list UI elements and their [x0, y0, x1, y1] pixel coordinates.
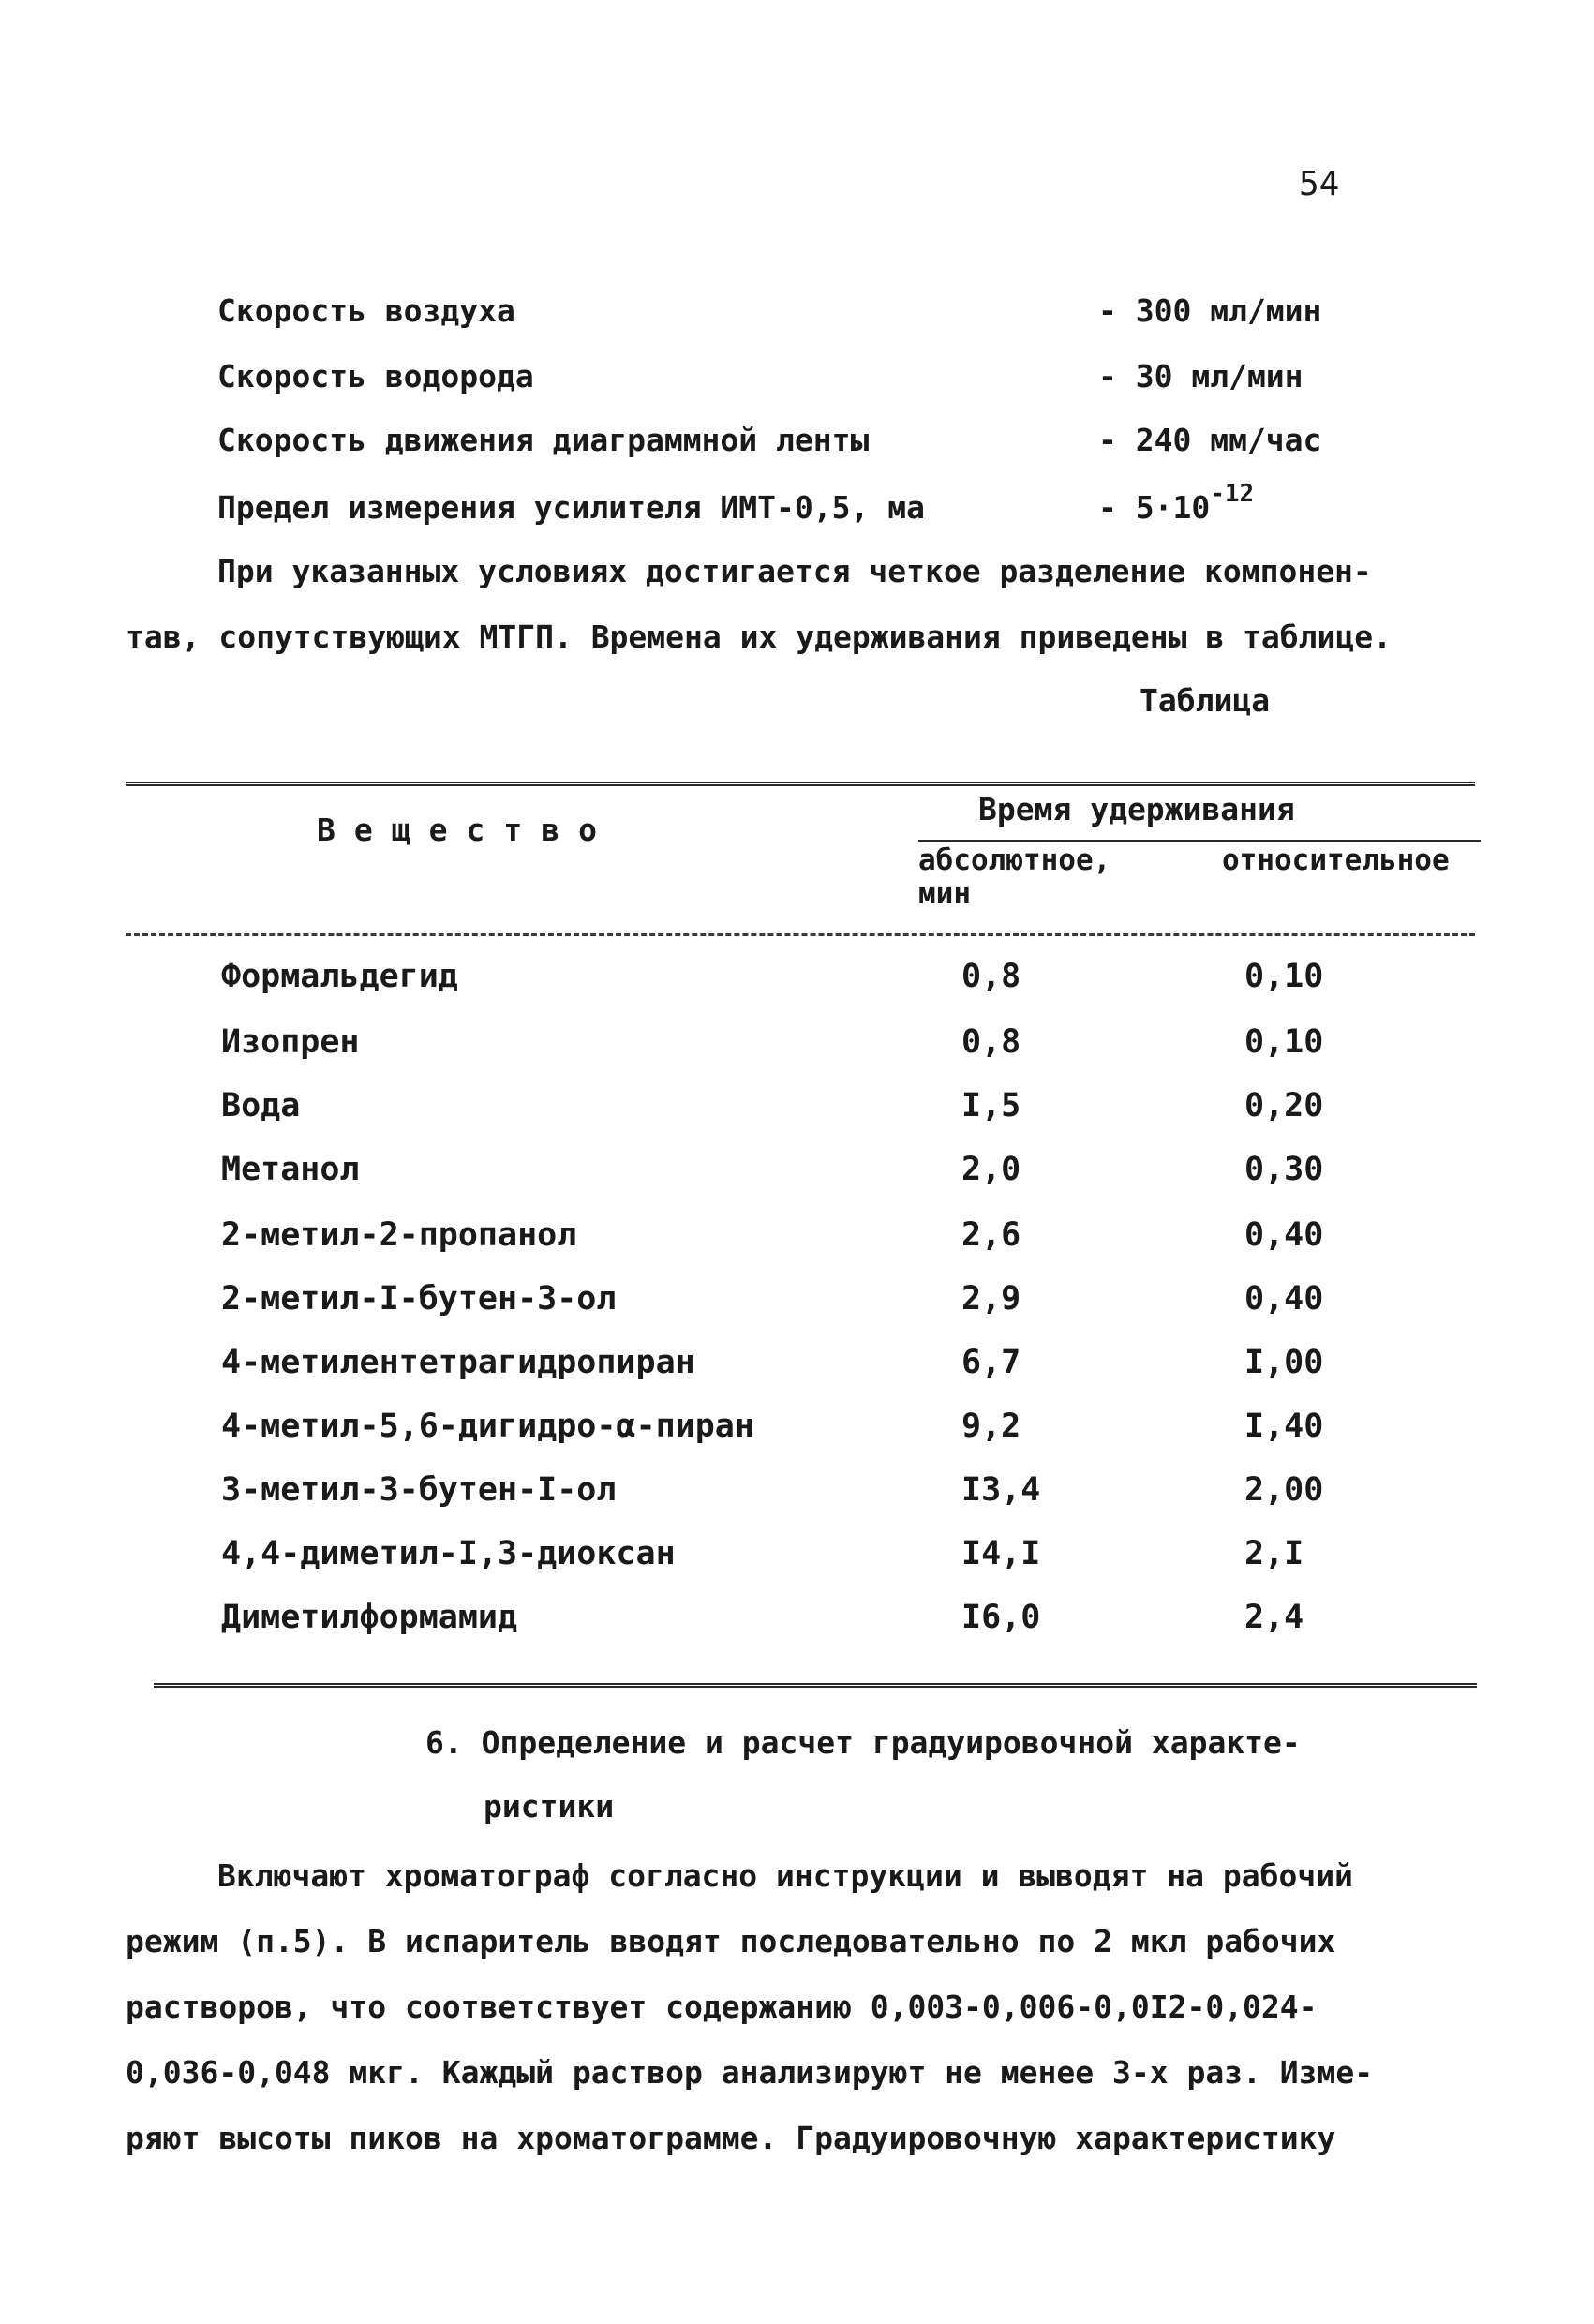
substance-name: Изопрен: [221, 1023, 360, 1061]
substance-name: Метанол: [221, 1151, 360, 1188]
parameter-value: - 240 мм/час: [1098, 422, 1322, 458]
table-top-rule: [126, 782, 1475, 786]
absolute-time: 0,8: [961, 958, 1021, 995]
parameter-value: - 30 мл/мин: [1098, 358, 1304, 395]
intro-line-1: При указанных условиях достигается четкое разделение компонен-: [217, 553, 1372, 589]
parameter-label: Скорость воздуха: [217, 292, 515, 329]
parameter-value-base: - 5·10: [1098, 489, 1211, 526]
substance-name: 4-метилентетрагидропиран: [221, 1344, 695, 1381]
absolute-time: 0,8: [961, 1023, 1021, 1061]
relative-time: I,40: [1244, 1408, 1324, 1445]
parameter-row: [217, 358, 1389, 414]
parameter-label: Скорость движения диаграммной ленты: [217, 422, 870, 458]
header-absolute: абсолютное, мин: [918, 843, 1111, 911]
header-bottom-rule: [126, 933, 1475, 936]
header-group-underline: [918, 840, 1481, 842]
absolute-time: I4,I: [961, 1535, 1041, 1572]
intro-line-2: тав, сопутствующих МТГП. Времена их удерживания приведены в таблице.: [126, 618, 1393, 655]
header-substance: Вещество: [317, 812, 616, 848]
table-row: [221, 1023, 1496, 1080]
body-line-5: ряют высоты пиков на хроматограмме. Градуировочную характеристику: [126, 2120, 1336, 2156]
table-row: [221, 1087, 1496, 1143]
table-row: [221, 1216, 1496, 1273]
parameter-row: [217, 480, 1389, 545]
table-row: [221, 958, 1496, 1014]
table-row: [221, 1599, 1496, 1655]
absolute-time: 2,0: [961, 1151, 1021, 1188]
absolute-time: 6,7: [961, 1344, 1021, 1381]
table-row: [221, 1408, 1496, 1464]
table-row: [221, 1280, 1496, 1336]
relative-time: 2,4: [1244, 1599, 1304, 1636]
substance-name: 4,4-диметил-I,3-диоксан: [221, 1535, 676, 1572]
table-row: [221, 1535, 1496, 1591]
relative-time: 0,20: [1244, 1087, 1324, 1125]
header-retention-time: Время удерживания: [978, 791, 1295, 827]
section-title-line-2: ристики: [484, 1788, 615, 1825]
parameter-value: - 300 мл/мин: [1098, 292, 1322, 329]
substance-name: Диметилформамид: [221, 1599, 518, 1636]
relative-time: 0,40: [1244, 1280, 1324, 1318]
table-row: [221, 1151, 1496, 1207]
body-line-4: 0,036-0,048 мкг. Каждый раствор анализируют не менее 3-х раз. Изме-: [126, 2054, 1374, 2091]
absolute-time: I6,0: [961, 1599, 1041, 1636]
relative-time: 0,30: [1244, 1151, 1324, 1188]
parameter-row: [217, 292, 1389, 349]
absolute-time: 2,9: [961, 1280, 1021, 1318]
absolute-time: 2,6: [961, 1216, 1021, 1254]
parameter-label: Скорость водорода: [217, 358, 534, 395]
table-row: [221, 1344, 1496, 1400]
header-relative: относительное: [1222, 843, 1450, 877]
substance-name: Вода: [221, 1087, 301, 1125]
relative-time: 2,I: [1244, 1535, 1304, 1572]
substance-name: Формальдегид: [221, 958, 458, 995]
substance-name: 3-метил-3-бутен-I-ол: [221, 1471, 617, 1509]
page-number: 54: [1299, 165, 1340, 203]
relative-time: 0,40: [1244, 1216, 1324, 1254]
section-title-line-1: 6. Определение и расчет градуировочной характе-: [425, 1724, 1301, 1761]
table-caption: Таблица: [1140, 682, 1271, 719]
relative-time: 2,00: [1244, 1471, 1324, 1509]
parameter-label: Предел измерения усилителя ИМТ-0,5, ма: [217, 489, 925, 526]
body-line-3: растворов, что соответствует содержанию 0,003-0,006-0,0I2-0,024-: [126, 1989, 1318, 2025]
absolute-time: I,5: [961, 1087, 1021, 1125]
relative-time: I,00: [1244, 1344, 1324, 1381]
parameter-value-exponent: -12: [1210, 480, 1255, 508]
relative-time: 0,10: [1244, 958, 1324, 995]
absolute-time: 9,2: [961, 1408, 1021, 1445]
substance-name: 2-метил-2-пропанол: [221, 1216, 577, 1254]
table-row: [221, 1471, 1496, 1527]
body-line-1: Включают хроматограф согласно инструкции и выводят на рабочий: [217, 1857, 1353, 1894]
parameter-value: [1098, 480, 1255, 526]
absolute-time: I3,4: [961, 1471, 1041, 1509]
substance-name: 2-метил-I-бутен-3-ол: [221, 1280, 617, 1318]
relative-time: 0,10: [1244, 1023, 1324, 1061]
body-line-2: режим (п.5). В испаритель вводят последовательно по 2 мкл рабочих: [126, 1923, 1336, 1959]
table-bottom-rule: [154, 1683, 1477, 1688]
substance-name: 4-метил-5,6-дигидро-α-пиран: [221, 1408, 754, 1445]
parameter-row: [217, 422, 1389, 478]
